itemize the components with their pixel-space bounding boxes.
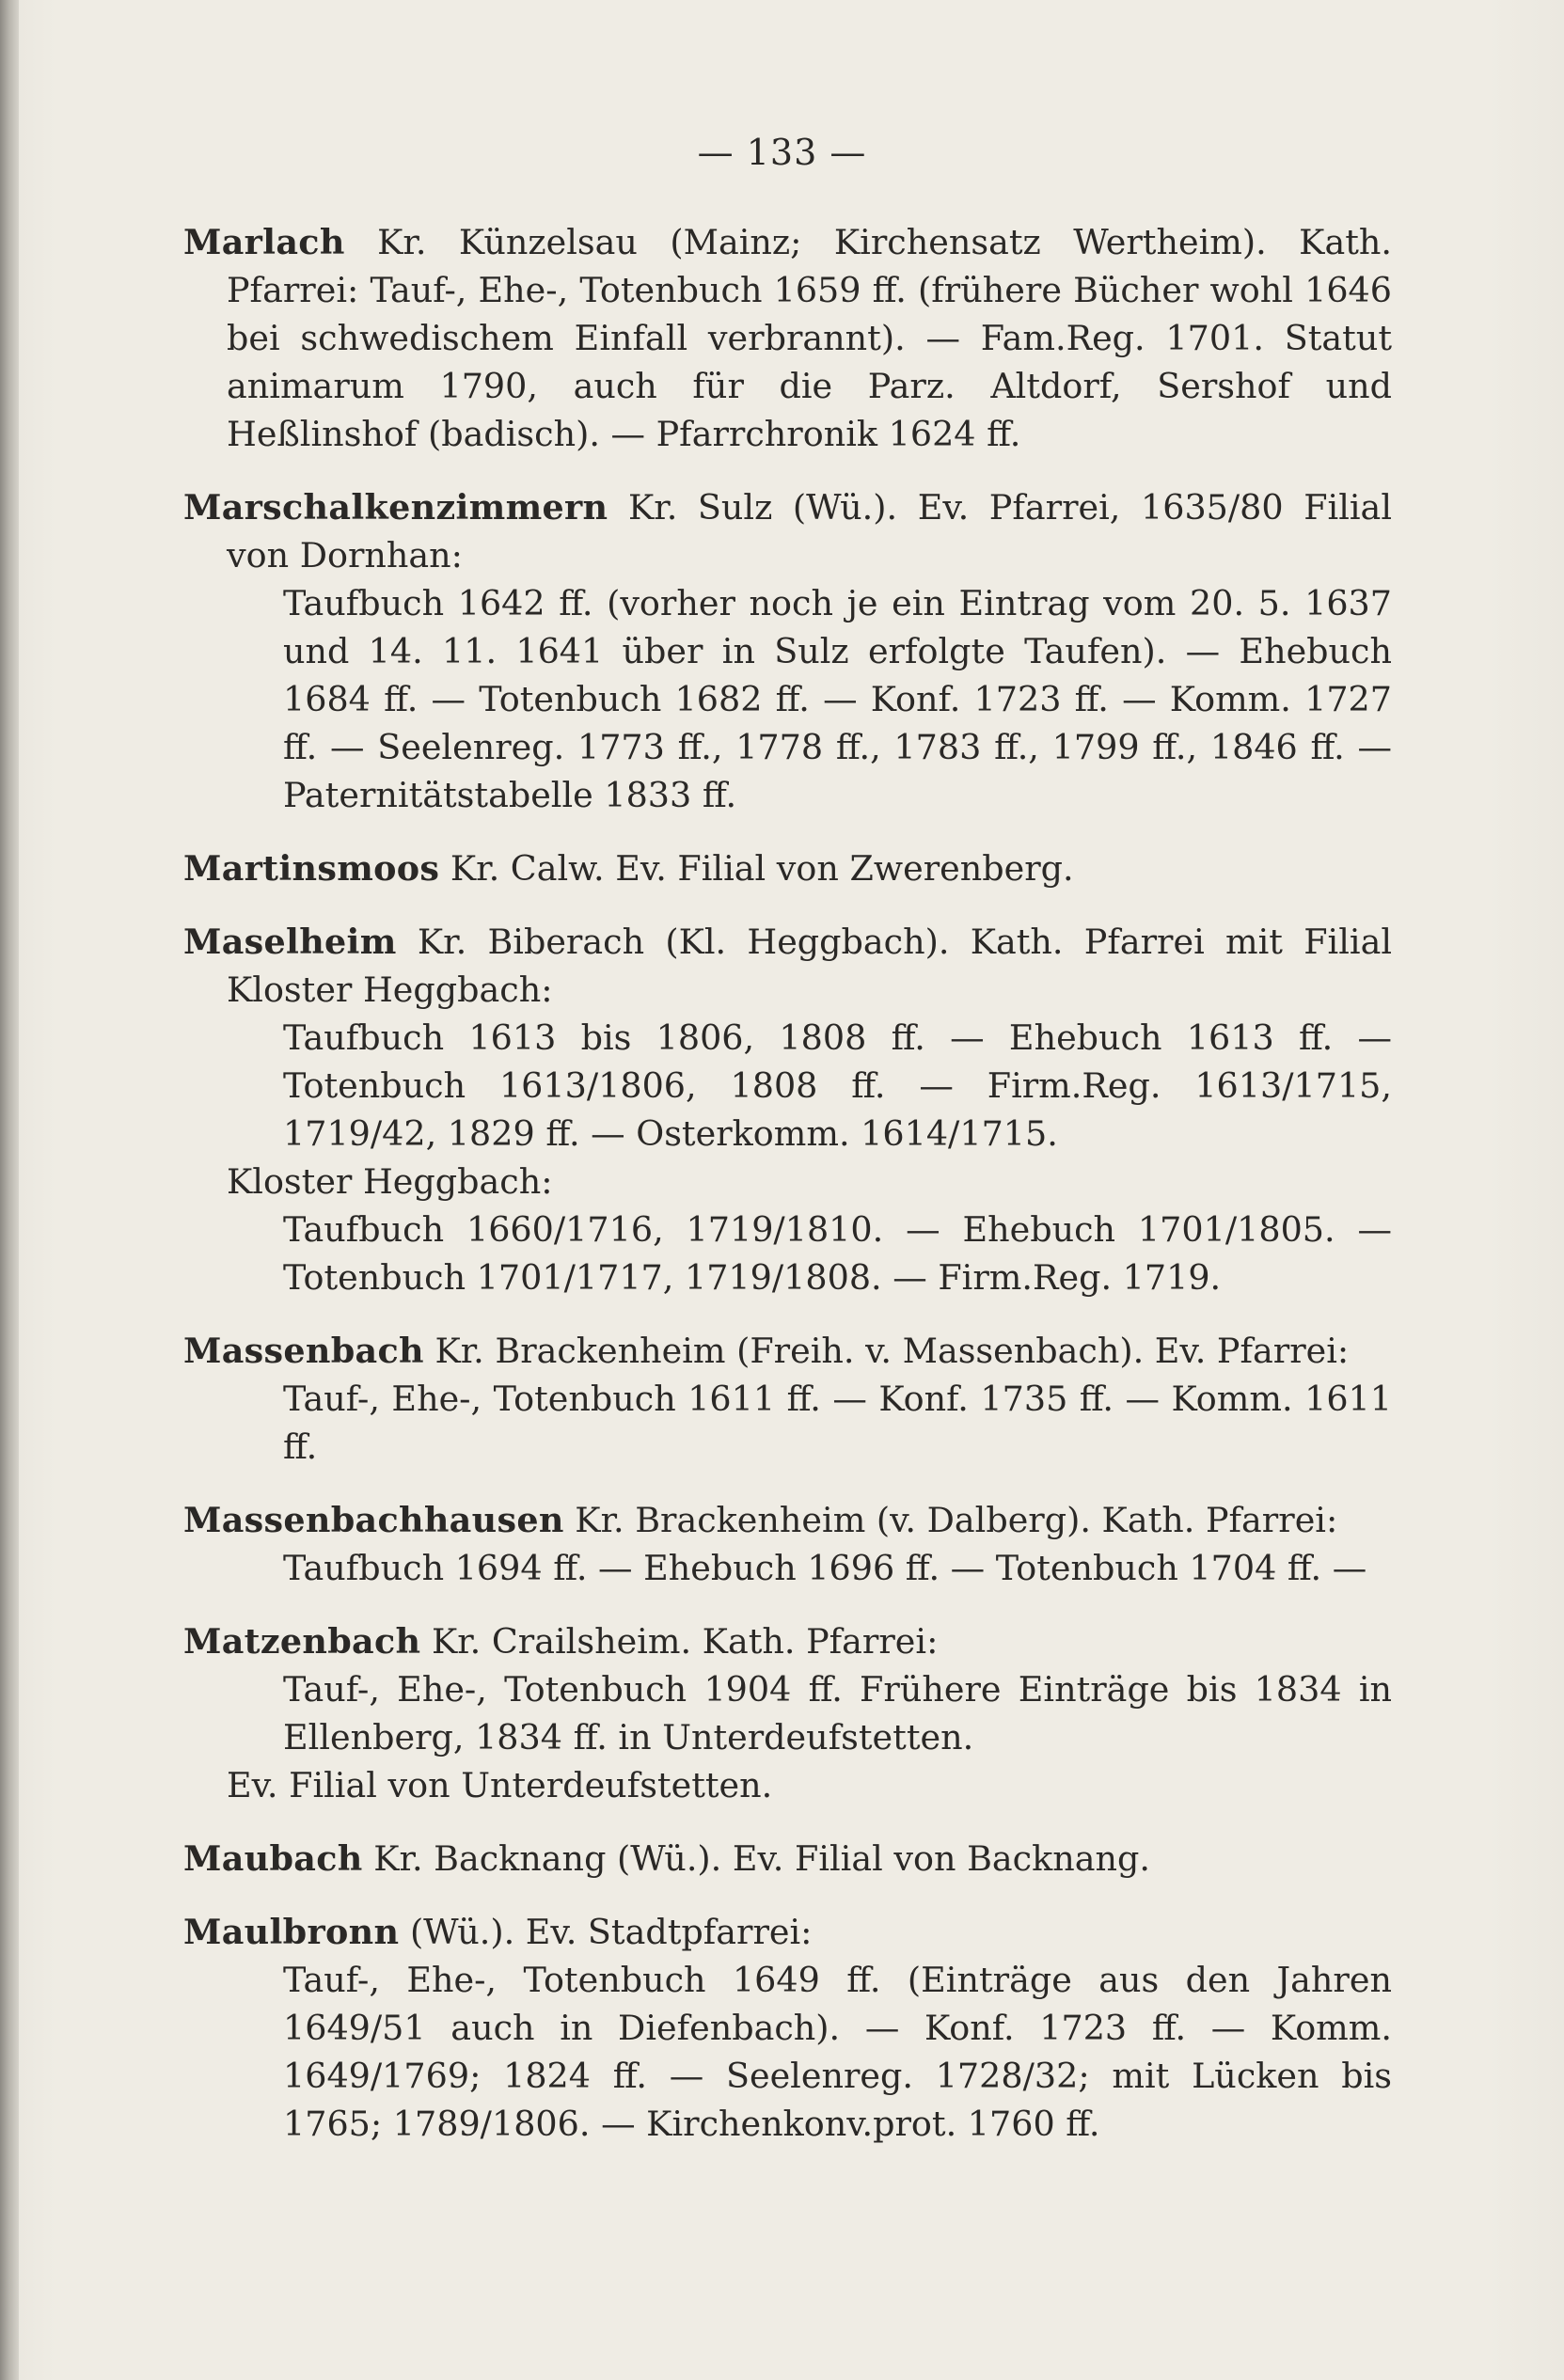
entry-maubach — [183, 1835, 1392, 1883]
entry-maselheim — [183, 918, 1392, 1301]
entry-head: Marlach — [183, 222, 345, 262]
entry-head: Matzenbach — [183, 1621, 421, 1662]
entry-text: Kr. Calw. Ev. Filial von Zwerenberg. — [450, 848, 1074, 889]
entry-line — [183, 1835, 1392, 1883]
entry-text: Kr. Brackenheim (v. Dalberg). Kath. Pfarrei: — [575, 1500, 1338, 1540]
entry-records-2: Taufbuch 1660/1716, 1719/1810. — Ehebuch 1701/1805. — Totenbuch 1701/1717, 1719/1808. — Firm.Reg. 1719. — [283, 1209, 1392, 1298]
entry-text: Kr. Sulz (Wü.). Ev. Pfarrei, 1635/80 Filial von Dornhan: — [227, 487, 1392, 575]
entry-sublabel: Kloster Heggbach: — [227, 1161, 553, 1202]
entry-head: Marschalkenzimmern — [183, 487, 608, 528]
entry-sublabel: Ev. Filial von Unterdeufstetten. — [227, 1765, 773, 1805]
entry-text: Kr. Backnang (Wü.). Ev. Filial von Backnang. — [373, 1838, 1150, 1879]
entry-records: Taufbuch 1694 ff. — Ehebuch 1696 ff. — Totenbuch 1704 ff. — — [283, 1548, 1367, 1588]
entry-line — [183, 483, 1392, 579]
entry-martinsmoos — [183, 844, 1392, 892]
entry-text: Kr. Künzelsau (Mainz; Kirchensatz Wertheim). Kath. Pfarrei: Tauf-, Ehe-, Totenbuch 1659 ff. (frühere Bücher wohl 1646 bei schwedischem Einfall verbrannt). — Fam.Reg. 1701. Statut animarum 1790, auch für die Parz. Altdorf, Sershof und Heßlinshof (badisch). — Pfarrchronik 1624 ff. — [227, 222, 1392, 454]
entry-marschalkenzimmern — [183, 483, 1392, 819]
entry-records: Tauf-, Ehe-, Totenbuch 1611 ff. — Konf. 1735 ff. — Komm. 1611 ff. — [283, 1379, 1392, 1467]
entry-massenbach — [183, 1327, 1392, 1471]
entry-records: Tauf-, Ehe-, Totenbuch 1649 ff. (Einträge aus den Jahren 1649/51 auch in Diefenbach). — Konf. 1723 ff. — Komm. 1649/1769; 1824 ff. — Seelenreg. 1728/32; mit Lücken bis 1765; 1789/1806. — Kirchenkonv.prot. 1760 ff. — [283, 1960, 1392, 2144]
entry-line — [183, 918, 1392, 1014]
entry-line — [183, 1617, 1392, 1665]
entry-head: Maselheim — [183, 922, 397, 962]
entry-head: Massenbachhausen — [183, 1500, 564, 1540]
entry-maulbronn — [183, 1908, 1392, 2148]
entry-head: Maubach — [183, 1838, 363, 1879]
entry-records: Tauf-, Ehe-, Totenbuch 1904 ff. Frühere Einträge bis 1834 in Ellenberg, 1834 ff. in Unterdeufstetten. — [283, 1669, 1392, 1757]
entry-list — [183, 218, 1392, 2173]
entry-head: Massenbach — [183, 1331, 424, 1371]
entry-records: Taufbuch 1642 ff. (vorher noch je ein Eintrag vom 20. 5. 1637 und 14. 11. 1641 über in Sulz erfolgte Taufen). — Ehebuch 1684 ff. — Totenbuch 1682 ff. — Konf. 1723 ff. — Komm. 1727 ff. — Seelenreg. 1773 ff., 1778 ff., 1783 ff., 1799 ff., 1846 ff. — Paternitätstabelle 1833 ff. — [283, 583, 1392, 815]
entry-head: Martinsmoos — [183, 848, 440, 889]
entry-text: Kr. Crailsheim. Kath. Pfarrei: — [431, 1621, 939, 1662]
entry-massenbachhausen — [183, 1496, 1392, 1592]
entry-text: Kr. Brackenheim (Freih. v. Massenbach). Ev. Pfarrei: — [434, 1331, 1350, 1371]
entry-matzenbach — [183, 1617, 1392, 1809]
book-spine-shadow — [0, 0, 19, 2380]
entry-line — [183, 1908, 1392, 1956]
entry-records: Taufbuch 1613 bis 1806, 1808 ff. — Ehebuch 1613 ff. — Totenbuch 1613/1806, 1808 ff. — Firm.Reg. 1613/1715, 1719/42, 1829 ff. — Osterkomm. 1614/1715. — [283, 1017, 1392, 1154]
entry-line — [183, 218, 1392, 458]
page-number: — 133 — — [697, 132, 867, 173]
entry-marlach — [183, 218, 1392, 458]
entry-line — [183, 844, 1392, 892]
entry-text: (Wü.). Ev. Stadtpfarrei: — [409, 1912, 813, 1952]
entry-text: Kr. Biberach (Kl. Heggbach). Kath. Pfarrei mit Filial Kloster Heggbach: — [227, 922, 1393, 1010]
entry-line — [183, 1496, 1392, 1544]
entry-line — [183, 1327, 1392, 1375]
entry-head: Maulbronn — [183, 1912, 400, 1952]
